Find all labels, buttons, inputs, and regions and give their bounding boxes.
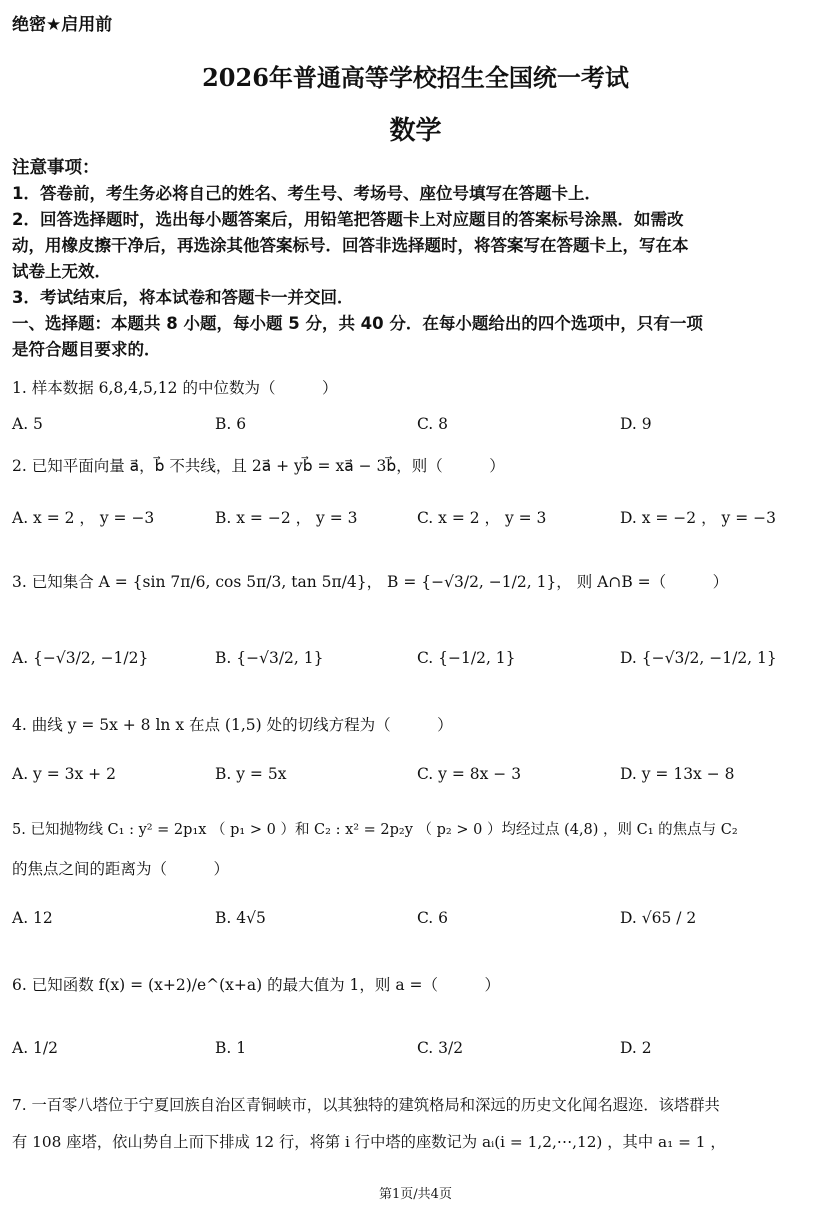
exam-title: 2026年普通高等学校招生全国统一考试 [202, 63, 629, 92]
question-7-line-2: 有 108 座塔，依山势自上而下排成 12 行，将第 i 行中塔的座数记为 aᵢ(i = 1,2,⋯,12) ，其中 a₁ = 1 ， [12, 1133, 726, 1151]
question-1-option-b: B. 6 [215, 415, 247, 433]
page-footer: 第1页/共4页 [379, 1187, 452, 1202]
question-5-option-d: D. √65 / 2 [620, 909, 697, 927]
notes-heading: 注意事项： [12, 158, 100, 178]
question-2-option-b: B. x = −2 ， y = 3 [215, 509, 358, 527]
section-heading-line-2: 是符合题目要求的． [12, 340, 161, 359]
confidential-label: 绝密★启用前 [12, 15, 113, 35]
question-2-option-d: D. x = −2 ， y = −3 [620, 509, 776, 527]
question-4-option-b: B. y = 5x [215, 765, 287, 783]
question-6-option-b: B. 1 [215, 1039, 247, 1057]
question-1-option-c: C. 8 [417, 415, 449, 433]
question-6-stem: 6. 已知函数 f(x) = (x+2)/e^(x+a) 的最大值为 1，则 a =（ ） [12, 976, 500, 994]
question-6-option-a: A. 1/2 [12, 1039, 58, 1057]
question-4-option-a: A. y = 3x + 2 [12, 765, 116, 783]
question-5-option-a: A. 12 [12, 909, 53, 927]
note-2-line-3: 试卷上无效． [12, 262, 111, 281]
question-3-option-d: D. {−√3/2, −1/2, 1} [620, 649, 777, 667]
note-2-line-1: 2．回答选择题时，选出每小题答案后，用铅笔把答题卡上对应题目的答案标号涂黑．如需改 [12, 210, 684, 229]
question-4-option-c: C. y = 8x − 3 [417, 765, 522, 783]
question-2-stem: 2. 已知平面向量 a⃗，b⃗ 不共线，且 2a⃗ + yb⃗ = xa⃗ − 3b⃗，则（ ） [12, 457, 505, 475]
question-2-option-a: A. x = 2 ， y = −3 [12, 509, 155, 527]
note-3: 3．考试结束后，将本试卷和答题卡一并交回． [12, 288, 354, 307]
question-4-option-d: D. y = 13x − 8 [620, 765, 735, 783]
question-2-option-c: C. x = 2 ， y = 3 [417, 509, 547, 527]
question-3-option-c: C. {−1/2, 1} [417, 649, 516, 667]
question-3-option-b: B. {−√3/2, 1} [215, 649, 324, 667]
question-6-option-d: D. 2 [620, 1039, 652, 1057]
question-5-stem-line-2: 的焦点之间的距离为（ ） [12, 860, 230, 878]
question-3-stem: 3. 已知集合 A = {sin 7π/6, cos 5π/3, tan 5π/4}， B = {−√3/2, −1/2, 1}， 则 A∩B =（ ） [12, 573, 729, 591]
question-1-option-a: A. 5 [12, 415, 43, 433]
question-7-line-1: 7. 一百零八塔位于宁夏回族自治区青铜峡市，以其独特的建筑格局和深远的历史文化闻名遐迩．该塔群共 [12, 1096, 720, 1114]
section-heading-line-1: 一、选择题：本题共 8 小题，每小题 5 分，共 40 分．在每小题给出的四个选项中，只有一项 [12, 314, 703, 333]
note-1: 1．答卷前，考生务必将自己的姓名、考生号、考场号、座位号填写在答题卡上． [12, 184, 601, 203]
question-4-stem: 4. 曲线 y = 5x + 8 ln x 在点 (1,5) 处的切线方程为（ ） [12, 716, 453, 734]
question-3-option-a: A. {−√3/2, −1/2} [12, 649, 149, 667]
question-1-stem: 1. 样本数据 6,8,4,5,12 的中位数为（ ） [12, 379, 338, 397]
question-6-option-c: C. 3/2 [417, 1039, 464, 1057]
exam-subject: 数学 [389, 116, 442, 146]
question-5-option-c: C. 6 [417, 909, 449, 927]
question-5-option-b: B. 4√5 [215, 909, 266, 927]
question-1-option-d: D. 9 [620, 415, 652, 433]
note-2-line-2: 动，用橡皮擦干净后，再选涂其他答案标号．回答非选择题时，将答案写在答题卡上，写在本 [12, 236, 689, 255]
question-5-stem-line-1: 5. 已知抛物线 C₁ : y² = 2p₁x （ p₁ > 0 ）和 C₂ : x² = 2p₂y （ p₂ > 0 ）均经过点 (4,8) ，则 C₁ 的焦点与 C₂ [12, 822, 738, 838]
